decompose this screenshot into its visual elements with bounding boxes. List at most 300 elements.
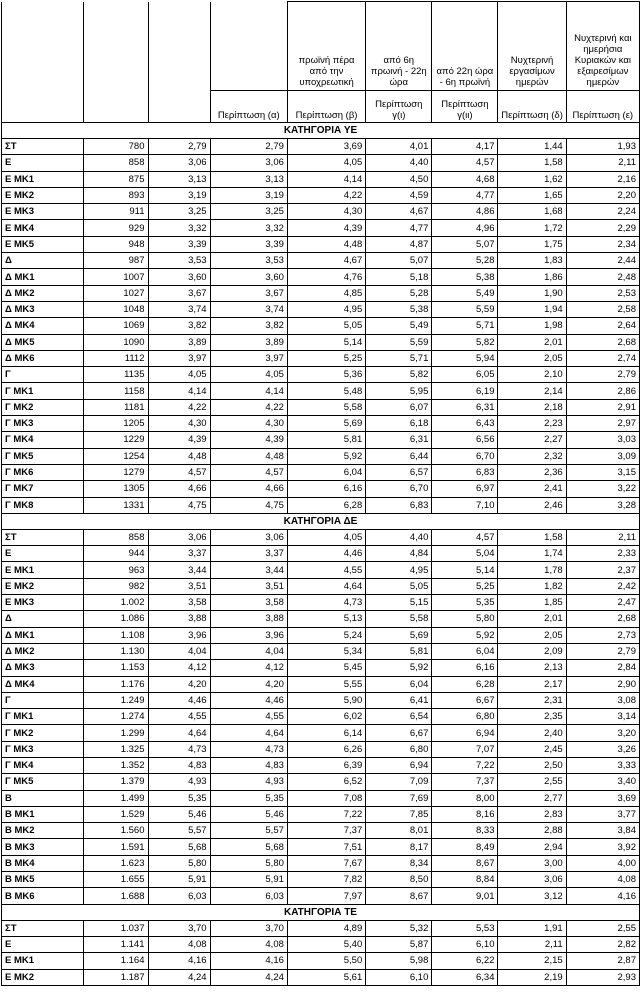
- value-cell: 1.141: [84, 936, 148, 952]
- grade-cell: Δ ΜΚ3: [2, 301, 84, 317]
- value-cell: 1112: [84, 350, 148, 366]
- header-blank-cell: [148, 91, 210, 123]
- value-cell: 2,13: [498, 660, 566, 676]
- value-cell: 4,93: [210, 774, 287, 790]
- value-cell: 4,59: [366, 187, 432, 203]
- grade-cell: Β ΜΚ1: [2, 806, 84, 822]
- case-label: Περίπτωση (α): [210, 91, 287, 123]
- value-cell: 5,87: [366, 936, 432, 952]
- value-cell: 1.591: [84, 839, 148, 855]
- grade-cell: Γ ΜΚ7: [2, 481, 84, 497]
- value-cell: 6,67: [432, 692, 498, 708]
- value-cell: 4,30: [148, 416, 210, 432]
- grade-cell: Δ ΜΚ1: [2, 627, 84, 643]
- value-cell: 3,60: [210, 269, 287, 285]
- value-cell: 8,34: [366, 855, 432, 871]
- value-cell: 5,92: [432, 627, 498, 643]
- value-cell: 1331: [84, 497, 148, 513]
- grade-cell: Γ ΜΚ5: [2, 774, 84, 790]
- value-cell: 5,15: [366, 595, 432, 611]
- value-cell: 1.108: [84, 627, 148, 643]
- value-cell: 4,12: [148, 660, 210, 676]
- value-cell: 3,44: [210, 562, 287, 578]
- value-cell: 3,44: [148, 562, 210, 578]
- value-cell: 5,25: [287, 350, 365, 366]
- header-day-hours: από 6η πρωινή - 22η ώρα: [366, 2, 432, 91]
- value-cell: 2,82: [566, 936, 639, 952]
- grade-cell: Γ ΜΚ8: [2, 497, 84, 513]
- value-cell: 3,69: [287, 139, 365, 155]
- value-cell: 4,16: [566, 888, 639, 904]
- case-label: Περίπτωση (ε): [566, 91, 639, 123]
- value-cell: 982: [84, 578, 148, 594]
- value-cell: 5,05: [287, 318, 365, 334]
- grade-cell: Ε ΜΚ4: [2, 220, 84, 236]
- value-cell: 6,67: [366, 725, 432, 741]
- grade-cell: Γ: [2, 692, 84, 708]
- value-cell: 3,26: [566, 741, 639, 757]
- value-cell: 3,32: [148, 220, 210, 236]
- value-cell: 6,70: [432, 448, 498, 464]
- value-cell: 3,39: [148, 236, 210, 252]
- value-cell: 1229: [84, 432, 148, 448]
- value-cell: 4,05: [287, 529, 365, 545]
- value-cell: 1,98: [498, 318, 566, 334]
- value-cell: 1.130: [84, 643, 148, 659]
- value-cell: 3,51: [148, 578, 210, 594]
- value-cell: 2,46: [498, 497, 566, 513]
- value-cell: 5,80: [432, 611, 498, 627]
- value-cell: 5,34: [287, 643, 365, 659]
- value-cell: 9,01: [432, 888, 498, 904]
- value-cell: 5,48: [287, 383, 365, 399]
- header-sunday-holiday: Νυχτερινή και ημερήσια Κυριακών και εξαιρεσίμων ημερών: [566, 2, 639, 91]
- value-cell: 5,28: [432, 253, 498, 269]
- value-cell: 1,68: [498, 204, 566, 220]
- value-cell: 3,28: [566, 497, 639, 513]
- value-cell: 4,22: [210, 399, 287, 415]
- value-cell: 1.164: [84, 953, 148, 969]
- value-cell: 1,83: [498, 253, 566, 269]
- value-cell: 3,70: [148, 920, 210, 936]
- value-cell: 3,82: [210, 318, 287, 334]
- table-row: [2, 578, 640, 594]
- value-cell: 1.176: [84, 676, 148, 692]
- grade-cell: Ε ΜΚ3: [2, 595, 84, 611]
- value-cell: 2,45: [498, 741, 566, 757]
- value-cell: 5,95: [366, 383, 432, 399]
- value-cell: 6,54: [366, 709, 432, 725]
- value-cell: 4,20: [148, 676, 210, 692]
- value-cell: 5,91: [148, 872, 210, 888]
- value-cell: 4,16: [148, 953, 210, 969]
- grade-cell: Ε ΜΚ1: [2, 953, 84, 969]
- value-cell: 1069: [84, 318, 148, 334]
- table-row: [2, 220, 640, 236]
- table-row: [2, 627, 640, 643]
- header-blank-cell: [2, 2, 84, 91]
- header-blank-cell: [84, 91, 148, 123]
- value-cell: 5,59: [432, 301, 498, 317]
- value-cell: 3,06: [148, 529, 210, 545]
- value-cell: 8,00: [432, 790, 498, 806]
- value-cell: 5,24: [287, 627, 365, 643]
- value-cell: 2,29: [566, 220, 639, 236]
- value-cell: 2,90: [566, 676, 639, 692]
- value-cell: 944: [84, 546, 148, 562]
- value-cell: 5,94: [432, 350, 498, 366]
- value-cell: 6,04: [287, 464, 365, 480]
- value-cell: 1279: [84, 464, 148, 480]
- value-cell: 4,00: [566, 855, 639, 871]
- value-cell: 3,53: [148, 253, 210, 269]
- table-row: [2, 741, 640, 757]
- value-cell: 4,55: [148, 709, 210, 725]
- grade-cell: ΣΤ: [2, 920, 84, 936]
- value-cell: 4,57: [210, 464, 287, 480]
- value-cell: 5,38: [366, 301, 432, 317]
- header-night-hours: από 22η ώρα - 6η πρωϊνή: [432, 2, 498, 91]
- table-row: [2, 285, 640, 301]
- grade-cell: Β ΜΚ2: [2, 823, 84, 839]
- value-cell: 2,47: [566, 595, 639, 611]
- table-row: [2, 334, 640, 350]
- value-cell: 875: [84, 171, 148, 187]
- value-cell: 6,07: [366, 399, 432, 415]
- value-cell: 1,65: [498, 187, 566, 203]
- value-cell: 2,20: [566, 187, 639, 203]
- grade-cell: Γ ΜΚ4: [2, 757, 84, 773]
- value-cell: 6,16: [432, 660, 498, 676]
- value-cell: 6,03: [148, 888, 210, 904]
- value-cell: 7,10: [432, 497, 498, 513]
- value-cell: 3,15: [566, 464, 639, 480]
- value-cell: 1.560: [84, 823, 148, 839]
- value-cell: 6,28: [432, 676, 498, 692]
- value-cell: 5,49: [366, 318, 432, 334]
- value-cell: 8,33: [432, 823, 498, 839]
- value-cell: 3,51: [210, 578, 287, 594]
- value-cell: 4,08: [210, 936, 287, 952]
- value-cell: 2,05: [498, 627, 566, 643]
- category-title: ΚΑΤΗΓΟΡΙΑ ΔΕ: [2, 513, 640, 529]
- table-row: [2, 399, 640, 415]
- value-cell: 1254: [84, 448, 148, 464]
- value-cell: 7,67: [287, 855, 365, 871]
- value-cell: 1048: [84, 301, 148, 317]
- value-cell: 2,40: [498, 725, 566, 741]
- value-cell: 3,19: [210, 187, 287, 203]
- table-row: [2, 204, 640, 220]
- value-cell: 2,10: [498, 367, 566, 383]
- value-cell: 5,55: [287, 676, 365, 692]
- value-cell: 1.274: [84, 709, 148, 725]
- value-cell: 6,39: [287, 757, 365, 773]
- value-cell: 4,77: [366, 220, 432, 236]
- value-cell: 4,77: [432, 187, 498, 203]
- grade-cell: Δ ΜΚ4: [2, 318, 84, 334]
- value-cell: 1090: [84, 334, 148, 350]
- table-row: [2, 253, 640, 269]
- value-cell: 7,07: [432, 741, 498, 757]
- value-cell: 4,55: [287, 562, 365, 578]
- value-cell: 1158: [84, 383, 148, 399]
- table-row: [2, 464, 640, 480]
- value-cell: 4,73: [148, 741, 210, 757]
- value-cell: 948: [84, 236, 148, 252]
- value-cell: 5,14: [432, 562, 498, 578]
- value-cell: 8,50: [366, 872, 432, 888]
- category-title: ΚΑΤΗΓΟΡΙΑ ΤΕ: [2, 904, 640, 920]
- table-row: [2, 676, 640, 692]
- value-cell: 3,69: [566, 790, 639, 806]
- value-cell: 858: [84, 155, 148, 171]
- value-cell: 6,14: [287, 725, 365, 741]
- category-row: [2, 513, 640, 529]
- value-cell: 4,57: [148, 464, 210, 480]
- value-cell: 987: [84, 253, 148, 269]
- value-cell: 2,36: [498, 464, 566, 480]
- value-cell: 3,58: [148, 595, 210, 611]
- grade-cell: Β: [2, 790, 84, 806]
- value-cell: 2,09: [498, 643, 566, 659]
- value-cell: 1,90: [498, 285, 566, 301]
- value-cell: 2,11: [566, 529, 639, 545]
- value-cell: 5,90: [287, 692, 365, 708]
- table-row: [2, 383, 640, 399]
- value-cell: 2,17: [498, 676, 566, 692]
- value-cell: 1,82: [498, 578, 566, 594]
- table-header: [2, 2, 640, 123]
- value-cell: 4,96: [432, 220, 498, 236]
- grade-cell: Ε: [2, 546, 84, 562]
- value-cell: 6,56: [432, 432, 498, 448]
- header-blank-cell: [84, 2, 148, 91]
- value-cell: 5,05: [366, 578, 432, 594]
- value-cell: 1,91: [498, 920, 566, 936]
- value-cell: 5,81: [287, 432, 365, 448]
- value-cell: 6,57: [366, 464, 432, 480]
- value-cell: 2,55: [566, 920, 639, 936]
- value-cell: 5,61: [287, 969, 365, 985]
- value-cell: 3,32: [210, 220, 287, 236]
- value-cell: 8,17: [366, 839, 432, 855]
- table-row: [2, 855, 640, 871]
- value-cell: 5,80: [148, 855, 210, 871]
- value-cell: 2,01: [498, 611, 566, 627]
- grade-cell: Δ ΜΚ1: [2, 269, 84, 285]
- value-cell: 1,58: [498, 155, 566, 171]
- value-cell: 2,88: [498, 823, 566, 839]
- grade-cell: Γ ΜΚ1: [2, 383, 84, 399]
- value-cell: 8,16: [432, 806, 498, 822]
- value-cell: 1.325: [84, 741, 148, 757]
- grade-cell: Ε ΜΚ2: [2, 969, 84, 985]
- value-cell: 4,14: [148, 383, 210, 399]
- value-cell: 4,89: [287, 920, 365, 936]
- grade-cell: Ε ΜΚ2: [2, 578, 84, 594]
- value-cell: 2,94: [498, 839, 566, 855]
- value-cell: 4,46: [287, 546, 365, 562]
- value-cell: 4,04: [148, 643, 210, 659]
- value-cell: 4,01: [366, 139, 432, 155]
- value-cell: 5,46: [148, 806, 210, 822]
- value-cell: 6,19: [432, 383, 498, 399]
- value-cell: 6,31: [432, 399, 498, 415]
- value-cell: 4,05: [148, 367, 210, 383]
- value-cell: 4,48: [148, 448, 210, 464]
- value-cell: 3,60: [148, 269, 210, 285]
- grade-cell: ΣΤ: [2, 139, 84, 155]
- value-cell: 1181: [84, 399, 148, 415]
- value-cell: 6,03: [210, 888, 287, 904]
- value-cell: 3,03: [566, 432, 639, 448]
- header-blank-cell: [148, 2, 210, 91]
- table-row: [2, 643, 640, 659]
- value-cell: 4,95: [287, 301, 365, 317]
- table-row: [2, 969, 640, 985]
- value-cell: 4,68: [432, 171, 498, 187]
- value-cell: 1.153: [84, 660, 148, 676]
- value-cell: 4,14: [287, 171, 365, 187]
- value-cell: 1.529: [84, 806, 148, 822]
- value-cell: 3,97: [210, 350, 287, 366]
- value-cell: 2,16: [566, 171, 639, 187]
- value-cell: 1.352: [84, 757, 148, 773]
- grade-cell: Γ ΜΚ6: [2, 464, 84, 480]
- value-cell: 3,06: [210, 529, 287, 545]
- grade-cell: Γ ΜΚ3: [2, 416, 84, 432]
- value-cell: 3,06: [498, 872, 566, 888]
- value-cell: 2,74: [566, 350, 639, 366]
- table-row: [2, 481, 640, 497]
- table-row: [2, 318, 640, 334]
- value-cell: 3,20: [566, 725, 639, 741]
- table-row: [2, 872, 640, 888]
- value-cell: 4,67: [366, 204, 432, 220]
- value-cell: 3,92: [566, 839, 639, 855]
- value-cell: 3,70: [210, 920, 287, 936]
- value-cell: 6,04: [366, 676, 432, 692]
- value-cell: 5,57: [210, 823, 287, 839]
- value-cell: 2,01: [498, 334, 566, 350]
- value-cell: 4,73: [287, 595, 365, 611]
- table-row: [2, 774, 640, 790]
- value-cell: 4,30: [287, 204, 365, 220]
- value-cell: 1135: [84, 367, 148, 383]
- grade-cell: Ε ΜΚ1: [2, 171, 84, 187]
- value-cell: 2,50: [498, 757, 566, 773]
- value-cell: 4,57: [432, 155, 498, 171]
- value-cell: 2,73: [566, 627, 639, 643]
- table-row: [2, 171, 640, 187]
- value-cell: 8,67: [432, 855, 498, 871]
- value-cell: 4,22: [287, 187, 365, 203]
- grade-cell: Δ ΜΚ4: [2, 676, 84, 692]
- value-cell: 2,68: [566, 611, 639, 627]
- rates-table: [1, 1, 640, 986]
- value-cell: 5,58: [287, 399, 365, 415]
- value-cell: 8,49: [432, 839, 498, 855]
- grade-cell: Δ ΜΚ5: [2, 334, 84, 350]
- value-cell: 3,40: [566, 774, 639, 790]
- table-row: [2, 660, 640, 676]
- value-cell: 2,48: [566, 269, 639, 285]
- value-cell: 3,96: [148, 627, 210, 643]
- value-cell: 2,77: [498, 790, 566, 806]
- value-cell: 3,37: [148, 546, 210, 562]
- value-cell: 911: [84, 204, 148, 220]
- value-cell: 4,24: [148, 969, 210, 985]
- value-cell: 2,91: [566, 399, 639, 415]
- table-row: [2, 709, 640, 725]
- grade-cell: Ε ΜΚ2: [2, 187, 84, 203]
- table-row: [2, 595, 640, 611]
- value-cell: 4,48: [210, 448, 287, 464]
- value-cell: 3,12: [498, 888, 566, 904]
- value-cell: 3,58: [210, 595, 287, 611]
- value-cell: 2,79: [566, 367, 639, 383]
- value-cell: 4,20: [210, 676, 287, 692]
- value-cell: 2,23: [498, 416, 566, 432]
- table-row: [2, 236, 640, 252]
- value-cell: 4,12: [210, 660, 287, 676]
- value-cell: 1027: [84, 285, 148, 301]
- table-row: [2, 155, 640, 171]
- value-cell: 929: [84, 220, 148, 236]
- value-cell: 5,32: [366, 920, 432, 936]
- value-cell: 3,25: [210, 204, 287, 220]
- value-cell: 2,87: [566, 953, 639, 969]
- value-cell: 4,30: [210, 416, 287, 432]
- value-cell: 4,55: [210, 709, 287, 725]
- category-row: [2, 123, 640, 139]
- value-cell: 2,19: [498, 969, 566, 985]
- value-cell: 4,66: [210, 481, 287, 497]
- value-cell: 3,13: [210, 171, 287, 187]
- table-row: [2, 350, 640, 366]
- value-cell: 5,57: [148, 823, 210, 839]
- value-cell: 4,48: [287, 236, 365, 252]
- category-title: ΚΑΤΗΓΟΡΙΑ ΥΕ: [2, 123, 640, 139]
- grade-cell: Γ ΜΚ2: [2, 725, 84, 741]
- grade-cell: Ε: [2, 155, 84, 171]
- value-cell: 5,68: [148, 839, 210, 855]
- value-cell: 4,04: [210, 643, 287, 659]
- value-cell: 3,09: [566, 448, 639, 464]
- table-row: [2, 611, 640, 627]
- value-cell: 5,92: [287, 448, 365, 464]
- value-cell: 2,44: [566, 253, 639, 269]
- value-cell: 5,35: [210, 790, 287, 806]
- value-cell: 6,83: [366, 497, 432, 513]
- value-cell: 1.379: [84, 774, 148, 790]
- value-cell: 6,97: [432, 481, 498, 497]
- value-cell: 3,67: [210, 285, 287, 301]
- value-cell: 6,05: [432, 367, 498, 383]
- value-cell: 4,87: [366, 236, 432, 252]
- grade-cell: Γ ΜΚ4: [2, 432, 84, 448]
- case-label: Περίπτωση (β): [287, 91, 365, 123]
- value-cell: 1305: [84, 481, 148, 497]
- value-cell: 1.002: [84, 595, 148, 611]
- grade-cell: Ε ΜΚ5: [2, 236, 84, 252]
- value-cell: 3,77: [566, 806, 639, 822]
- value-cell: 3,13: [148, 171, 210, 187]
- value-cell: 2,79: [566, 643, 639, 659]
- value-cell: 7,97: [287, 888, 365, 904]
- value-cell: 5,14: [287, 334, 365, 350]
